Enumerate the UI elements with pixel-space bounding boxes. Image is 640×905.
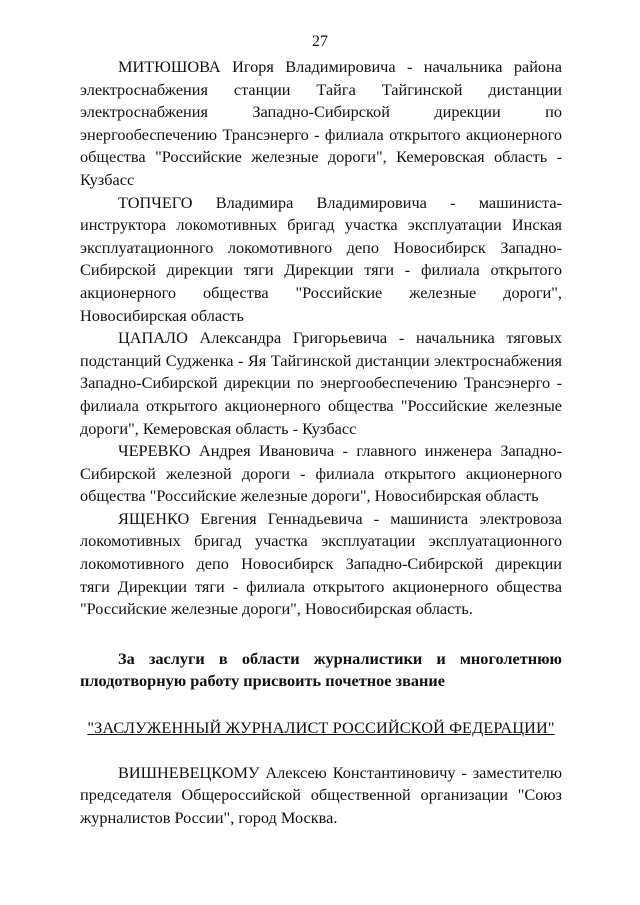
award-entry-cherevko: ЧЕРЕВКО Андрея Ивановича - главного инженера Западно-Сибирской железной дороги - филиала открытого акционерного общества "Российские железные дороги", Новосибирская область: [80, 441, 562, 506]
document-body: [80, 56, 562, 829]
award-entry-vishnevetsky: ВИШНЕВЕЦКОМУ Алексею Константиновичу - заместителю председателя Общероссийской общественной организации "Союз журналистов России", город Москва.: [80, 762, 562, 827]
award-entry-yashchenko: ЯЩЕНКО Евгения Геннадьевича - машиниста электровоза локомотивных бригад участка эксплуатации эксплуатационного локомотивного депо Новосибирск Западно-Сибирской дирекции тяги Дирекции тяги - филиала открытого акционерного общества "Российские железные дороги", Новосибирская область.: [80, 508, 562, 619]
honorary-title: "ЗАСЛУЖЕННЫЙ ЖУРНАЛИСТ РОССИЙСКОЙ ФЕДЕРАЦИИ": [87, 718, 555, 738]
award-entry-topchego: ТОПЧЕГО Владимира Владимировича - машиниста-инструктора локомотивных бригад участка эксплуатации Инская эксплуатационного локомотивного депо Новосибирск Западно-Сибирской дирекции тяги Дирекции тяги - филиала открытого акционерного общества "Российские железные дороги", Новосибирская область: [80, 192, 562, 325]
decree-heading: За заслуги в области журналистики и многолетнюю плодотворную работу присвоить почетное звание: [80, 648, 562, 691]
page-number: 27: [312, 33, 328, 50]
award-entry-tsapalo: ЦАПАЛО Александра Григорьевича - начальника тяговых подстанций Судженка - Яя Тайгинской дистанции электроснабжения Западно-Сибирской дирекции по энергообеспечению Трансэнерго - филиала открытого акционерного общества "Российские железные дороги", Кемеровская область - Кузбасс: [80, 328, 562, 438]
award-entry-mityushov: МИТЮШОВА Игоря Владимировича - начальника района электроснабжения станции Тайга Тайгинской дистанции электроснабжения Западно-Сибирской дирекции по энергообеспечению Трансэнерго - филиала открытого акционерного общества "Российские железные дороги", Кемеровская область - Кузбасс: [80, 57, 562, 189]
